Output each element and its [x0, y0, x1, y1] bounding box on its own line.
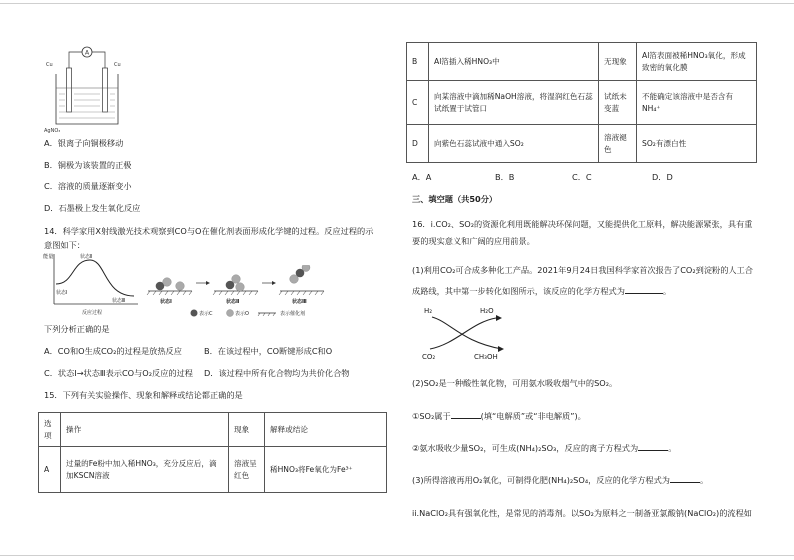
legend-catalyst-icon	[258, 313, 276, 316]
oxygen-atom	[236, 283, 245, 292]
table-cell: 溶液褪色	[599, 125, 637, 163]
table-cell: 稀HNO₃将Fe氧化为Fe³⁺	[265, 447, 387, 493]
table-cell: 试纸未变蓝	[599, 81, 637, 125]
oxygen-atom	[302, 265, 310, 272]
q13-option-b: B．铜极为该装置的正极	[44, 160, 132, 170]
co2-label: CO₂	[422, 353, 436, 361]
energy-profile-diagram	[42, 250, 142, 320]
arrow-head-2	[272, 281, 276, 285]
right-electrode	[103, 68, 108, 112]
state2-label: 状态Ⅱ	[226, 299, 240, 305]
q15-table	[38, 412, 387, 493]
page-top-rule	[0, 3, 794, 4]
q16-part1-line2	[412, 286, 671, 296]
table-header-cell: 现象	[229, 413, 265, 447]
answer-option-b: B．B	[495, 172, 515, 182]
legend-oxygen-icon	[227, 310, 234, 317]
table-row	[39, 447, 387, 493]
q14-stem-line2: 意图如下：	[44, 240, 85, 250]
crossing-arrow-2	[430, 318, 496, 349]
answer-blank[interactable]	[670, 475, 700, 483]
table-cell: A	[39, 447, 61, 493]
q16-part3-text: (3)所得溶液再用O₂氧化，可制得化肥(NH₄)₂SO₄，反应的化学方程式为	[412, 475, 670, 485]
arrow-head	[496, 315, 502, 321]
table-cell: D	[407, 125, 429, 163]
state1-label: 状态Ⅰ	[160, 299, 172, 305]
q13-option-c: C．溶液的质量逐渐变小	[44, 181, 132, 191]
table-cell: 向某溶液中滴加稀NaOH溶液，将湿润红色石蕊试纸置于试管口	[429, 81, 599, 125]
co2-conversion-diagram	[410, 304, 520, 362]
q15-table-continued	[406, 42, 757, 163]
q16-part1-text: 成路线，其中第一步转化如图所示，该反应的化学方程式为	[412, 286, 625, 296]
energy-curve	[56, 260, 134, 296]
state3-label: 状态Ⅲ	[112, 298, 126, 304]
table-cell: SO₂有漂白性	[637, 125, 757, 163]
catalyst-surface-3	[279, 291, 324, 295]
oxygen-atom	[176, 282, 185, 291]
q16-intro-line1: 16．i.CO₂、SO₂的资源化利用既能解决环保问题，又能提供化工原料，解决能源紧张，具有重	[412, 219, 753, 229]
q14-option-a: A．CO和O生成CO₂的过程是放热反应	[44, 346, 182, 356]
table-header-row	[39, 413, 387, 447]
q16-intro-line2: 要的现实意义和广阔的应用前景。	[412, 236, 535, 246]
table-cell: 无现象	[599, 43, 637, 81]
arrow-head-1	[206, 281, 210, 285]
answer-option-a: A．A	[412, 172, 432, 182]
beaker	[56, 74, 118, 124]
table-row	[407, 125, 757, 163]
state1-label: 状态Ⅰ	[56, 290, 68, 296]
catalyst-surface-1	[147, 291, 192, 295]
q16-part2-sub2-end: 。	[668, 443, 677, 453]
q14-ask: 下列分析正确的是	[44, 324, 110, 334]
answer-option-d: D．D	[652, 172, 673, 182]
answer-option-c: C．C	[572, 172, 592, 182]
state3-label: 状态Ⅲ	[292, 299, 307, 305]
answer-blank[interactable]	[451, 411, 481, 419]
legend-carbon-label: 表示C	[199, 311, 213, 317]
q16-part2-sub1	[412, 411, 586, 421]
answer-blank[interactable]	[638, 443, 668, 451]
catalyst-surface-2	[213, 291, 258, 295]
q14-option-d: D．该过程中所有化合物均为共价化合物	[204, 368, 350, 378]
page-bottom-rule	[0, 555, 794, 556]
table-cell: Al箔表面被稀HNO₃氧化，形成致密的氧化膜	[637, 43, 757, 81]
answer-blank[interactable]	[625, 286, 663, 294]
section-3-heading: 三、填空题（共50分）	[412, 194, 498, 204]
table-row	[407, 81, 757, 125]
crossing-arrow-1	[432, 317, 502, 349]
legend-carbon-icon	[191, 310, 198, 317]
q13-option-a: A．银离子向铜极移动	[44, 138, 124, 148]
q16-part-ii: ii.NaClO₂具有强氧化性，是常见的消毒剂。以SO₂为原料之一制备亚氯酸钠(NaClO₂)的流程如	[412, 508, 752, 518]
table-cell: 溶液呈红色	[229, 447, 265, 493]
right-electrode-label: Cu	[114, 62, 121, 68]
table-row	[407, 43, 757, 81]
q13-option-d: D．石墨极上发生氧化反应	[44, 203, 141, 213]
table-cell: 过量的Fe粉中加入稀HNO₃，充分反应后，滴加KSCN溶液	[61, 447, 229, 493]
galvanic-cell-figure	[44, 44, 130, 136]
q14-option-b: B．在该过程中，CO断键形成C和O	[204, 346, 333, 356]
oxygen-atom	[163, 278, 172, 287]
q14-stem-line1: 14．科学家用X射线激光技术观察到CO与O在催化剂表面形成化学键的过程。反应过程的示	[44, 226, 374, 236]
ammeter-label: A	[85, 49, 90, 57]
right-wire	[92, 52, 105, 68]
table-cell: Al箔插入稀HNO₃中	[429, 43, 599, 81]
table-header-cell: 选项	[39, 413, 61, 447]
table-header-cell: 操作	[61, 413, 229, 447]
table-cell: C	[407, 81, 429, 125]
legend-oxygen-label: 表示O	[235, 311, 249, 317]
ch3oh-label: CH₃OH	[474, 353, 498, 361]
table-cell: B	[407, 43, 429, 81]
table-header-cell: 解释或结论	[265, 413, 387, 447]
q16-part2-sub1-text: ①SO₂属于	[412, 411, 451, 421]
q14-option-c: C．状态Ⅰ→状态Ⅲ表示CO与O₂反应的过程	[44, 368, 193, 378]
reaction-axis-label: 反应过程	[82, 310, 103, 316]
q15-stem: 15．下列有关实验操作、现象和解释或结论都正确的是	[44, 390, 243, 400]
q16-part2-sub1-hint: (填“电解质”或“非电解质”)。	[480, 411, 586, 421]
q16-part1-line1: (1)利用CO₂可合成多种化工产品。2021年9月24日我国科学家首次报告了CO₂到淀粉的人工合	[412, 265, 753, 275]
h2o-label: H₂O	[480, 307, 494, 315]
left-electrode-label: Cu	[46, 62, 53, 68]
left-electrode	[67, 68, 72, 112]
arrow-head	[498, 346, 504, 352]
table-cell: 不能确定该溶液中是否含有NH₄⁺	[637, 81, 757, 125]
oxygen-atom	[232, 275, 241, 284]
molecular-process-diagram	[146, 265, 326, 320]
table-cell: 向紫色石蕊试液中通入SO₂	[429, 125, 599, 163]
h2-label: H₂	[424, 307, 433, 315]
left-wire	[69, 52, 82, 68]
energy-axis-label: 能量	[43, 254, 54, 260]
solution-label: AgNO₃	[44, 128, 61, 134]
q16-part3-end: 。	[699, 475, 709, 485]
q16-part2-sub2-text: ②氨水吸收少量SO₂，可生成(NH₄)₂SO₃，反应的离子方程式为	[412, 443, 639, 453]
solution-hatch	[59, 94, 115, 118]
q16-part2-sub2	[412, 443, 676, 453]
q16-part2: (2)SO₂是一种酸性氧化物，可用氨水吸收烟气中的SO₂。	[412, 378, 618, 388]
legend-catalyst-label: 表示催化剂	[280, 311, 306, 317]
q16-part3	[412, 475, 708, 485]
q16-part1-end: 。	[662, 286, 672, 296]
state2-peak-label: 状态Ⅱ	[80, 254, 93, 260]
